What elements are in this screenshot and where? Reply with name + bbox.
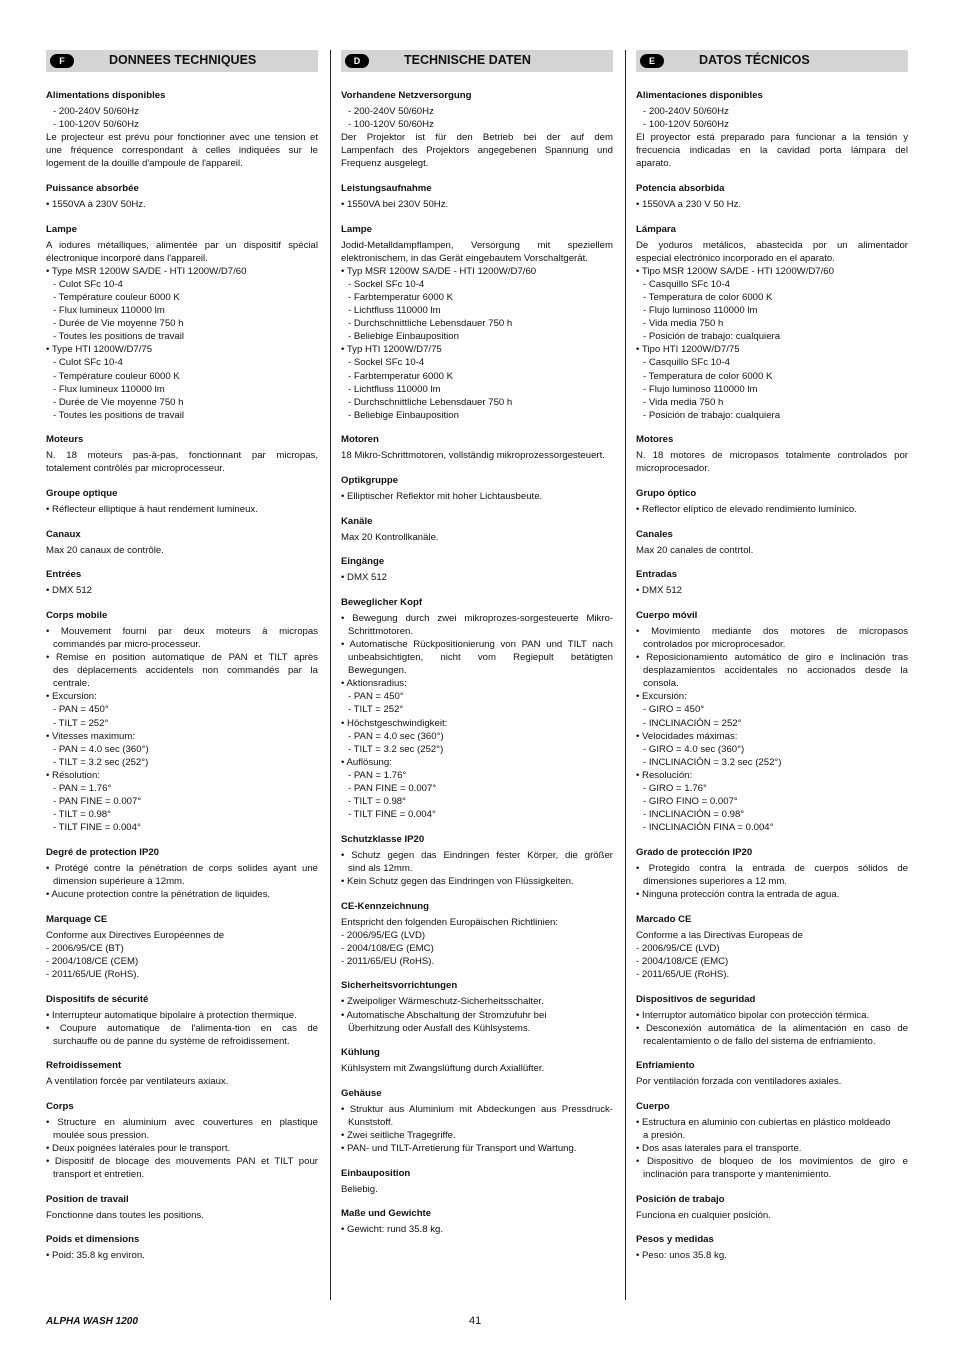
spec-line: • Velocidades máximas: [636, 730, 738, 742]
spec-line: • Tipo HTI 1200W/D7/75 [636, 344, 740, 356]
spec-line: desplazamientos accidentales no accionados desde la [643, 665, 908, 677]
spec-line: • Interruptor automático bipolar con protección térmica. [636, 1009, 870, 1021]
spec-line: - PAN FINE = 0.007° [348, 782, 437, 794]
spec-line: - TILT = 0.98° [53, 809, 111, 821]
spec-section [636, 223, 908, 422]
header-title: TECHNISCHE DATEN [404, 53, 531, 67]
spec-line: - 200-240V 50/60Hz [53, 106, 139, 117]
spec-line: centrale. [53, 678, 90, 690]
spec-section [46, 433, 318, 475]
spec-line: • Automatische Abschaltung der Stromzufuhr bei [341, 1009, 547, 1021]
spec-line: électronique incorporé dans l'appareil. [46, 252, 208, 264]
spec-line: - 2004/108/EG (EMC) [341, 942, 434, 954]
spec-title: Entrées [46, 569, 82, 581]
spec-line: Por ventilación forzada con ventiladores axiales. [636, 1076, 842, 1088]
spec-line: - Durchschnittliche Lebensdauer 750 h [348, 318, 513, 330]
spec-title: Dispositivos de seguridad [636, 993, 756, 1005]
spec-section [636, 913, 908, 981]
spec-line: Conforme aux Directives Européennes de [46, 929, 225, 941]
spec-line: - TILT = 3.2 sec (252°) [348, 743, 444, 755]
spec-section [636, 433, 908, 475]
spec-section [341, 182, 613, 211]
product-name: ALPHA WASH 1200 [46, 1316, 138, 1327]
spec-section [46, 609, 318, 835]
spec-line: A ventilation forcée par ventilateurs axiaux. [46, 1076, 229, 1088]
spec-line: A iodures métalliques, alimentée par un dispositif spécial [46, 239, 318, 251]
spec-line: - TILT FINE = 0.004° [348, 809, 436, 821]
spec-line: • Dispositif de blocage des mouvements PAN et TILT pour [46, 1156, 318, 1168]
spec-section [636, 846, 908, 901]
column-divider-right [625, 50, 626, 1300]
spec-section [46, 487, 318, 516]
spec-line: - Toutes les positions de travail [53, 409, 185, 421]
spec-title: Alimentaciones disponibles [636, 90, 763, 101]
spec-line: • Interrupteur automatique bipolaire à protection thermique. [46, 1009, 297, 1021]
spec-section [46, 846, 318, 901]
spec-section [46, 1193, 318, 1222]
spec-line: • Deux poignées latérales pour le transport. [46, 1143, 231, 1155]
spec-line: - 200-240V 50/60Hz [643, 106, 729, 117]
spec-line: - PAN FINE = 0.007° [53, 796, 142, 808]
spec-line: N. 18 motores de micropasos totalmente controlados por [636, 450, 908, 462]
spec-line: recalentamiento o de fallo del sistema de enfriamiento. [643, 1035, 876, 1047]
spec-title: Marcado CE [636, 913, 692, 925]
spec-line: aparato. [636, 158, 672, 170]
spec-line: • Résolution: [46, 769, 101, 781]
spec-line: - Durée de Vie moyenne 750 h [53, 396, 184, 408]
spec-line: - Flujo luminoso 110000 lm [643, 383, 758, 395]
spec-title: Grado de protección IP20 [636, 846, 753, 858]
spec-line: • Struktur aus Aluminium mit Abdeckungen aus Pressdruck- [341, 1103, 613, 1115]
spec-line: - INCLINACIÓN = 252° [643, 717, 742, 729]
section-header [341, 50, 613, 72]
spec-line: Entspricht den folgenden Europäischen Richtlinien: [341, 916, 559, 928]
spec-line: • Reflector elíptico de elevado rendimiento lumínico. [636, 504, 857, 516]
spec-title: Posición de trabajo [636, 1193, 725, 1205]
spec-line: Schrittmotoren. [348, 625, 414, 637]
spec-line: Conforme a las Directivas Europeas de [636, 929, 803, 941]
spec-line: • Kein Schutz gegen das Eindringen von Flüssigkeiten. [341, 875, 574, 887]
spec-line: • Movimiento mediante dos motores de micropasos [636, 625, 908, 637]
spec-line: - Beliebige Einbauposition [348, 331, 459, 343]
spec-title: Cuerpo móvil [636, 609, 698, 621]
section-header [46, 50, 318, 72]
spec-line: • Réflecteur elliptique à haut rendement lumineux. [46, 504, 258, 516]
spec-section [46, 1233, 318, 1262]
spec-line: - Casquillo SFc 10-4 [643, 278, 730, 290]
spec-line: • DMX 512 [46, 585, 93, 597]
column-divider-left [330, 50, 331, 1300]
spec-section [341, 979, 613, 1034]
page-number: 41 [469, 1315, 482, 1327]
spec-title: Potencia absorbida [636, 182, 725, 194]
spec-line: Max 20 canales de contrtol. [636, 544, 754, 556]
spec-line: - 2011/65/UE (RoHS). [46, 968, 140, 980]
spec-section [341, 1207, 613, 1236]
spec-line: - Sockel SFc 10-4 [348, 357, 425, 369]
spec-line: • Automatische Rückpositionierung von PAN und TILT nach [341, 638, 613, 650]
spec-title: Corps [46, 1100, 74, 1112]
spec-line: dimension supérieure à 12mm. [53, 875, 185, 887]
spec-line: • Desconexión automática de la alimentación en caso de [636, 1022, 908, 1034]
spec-line: - Flujo luminoso 110000 lm [643, 305, 758, 317]
spec-line: - 2011/65/UE (RoHS). [636, 968, 730, 980]
spec-line: frecuencia indicadas en la cavidad porta lámpara del [636, 145, 908, 157]
spec-line: • Mouvement fourni par deux moteurs à micropas [46, 625, 318, 637]
spec-title: Kanäle [341, 515, 373, 527]
spec-title: Lampe [46, 223, 77, 235]
spec-line: - PAN = 1.76° [53, 782, 112, 794]
spec-section [636, 89, 908, 170]
spec-line: • Zweipoliger Wärmeschutz-Sicherheitsschalter. [341, 996, 544, 1008]
spec-line: - PAN = 4.0 sec (360°) [53, 743, 149, 755]
spec-title: Canales [636, 528, 673, 540]
spec-line: • Ninguna protección contra la entrada de agua. [636, 889, 840, 901]
spec-line: - Posición de trabajo: cualquiera [643, 409, 781, 421]
spec-line: - GIRO = 4.0 sec (360°) [643, 743, 745, 755]
spec-line: - Farbtemperatur 6000 K [348, 291, 454, 303]
spec-line: - Durée de Vie moyenne 750 h [53, 318, 184, 330]
spec-line: • Bewegung durch zwei mikroprozes-sorgesteuerte Mikro- [341, 612, 613, 624]
spec-title: Vorhandene Netzversorgung [341, 90, 472, 101]
spec-line: logement de la douille d'ampoule de l'appareil. [46, 158, 243, 170]
spec-line: - Vida media 750 h [643, 318, 724, 330]
spec-line: • DMX 512 [636, 585, 683, 597]
spec-title: Marquage CE [46, 913, 108, 925]
spec-line: Kühlsystem mit Zwangslüftung durch Axiallüfter. [341, 1063, 545, 1075]
spec-line: Max 20 canaux de contrôle. [46, 544, 164, 556]
spec-line: sind als 12mm. [348, 862, 413, 874]
spec-line: - INCLINACIÓN = 0.98° [643, 809, 745, 821]
spec-line: Lampenfach des Projektors angegebenen Spannung und [341, 145, 613, 157]
spec-line: - GIRO FINO = 0.007° [643, 796, 738, 808]
spec-title: Groupe optique [46, 488, 118, 500]
spec-section [636, 1233, 908, 1262]
column-german [341, 50, 613, 1248]
spec-section [341, 1087, 613, 1155]
spec-line: El proyector está preparado para funcionar a la tensión y [636, 132, 908, 144]
spec-line: Überhitzung oder Ausfall des Kühlsystems. [348, 1022, 531, 1034]
spec-title: Sicherheitsvorrichtungen [341, 980, 458, 992]
spec-line: - Temperatura de color 6000 K [643, 370, 773, 382]
spec-line: totalement contrôlés par microprocesseur. [46, 463, 225, 475]
spec-line: - 2006/95/CE (BT) [46, 942, 124, 954]
spec-line: • Zwei seitliche Tragegriffe. [341, 1129, 456, 1141]
spec-title: Enfriamiento [636, 1060, 695, 1072]
spec-line: • Aucune protection contre la pénétration de liquides. [46, 889, 271, 901]
spec-line: - Farbtemperatur 6000 K [348, 370, 454, 382]
spec-line: - Flux lumineux 110000 lm [53, 383, 165, 395]
spec-title: Cuerpo [636, 1100, 670, 1112]
spec-line: 18 Mikro-Schrittmotoren, vollständig mikroprozessorgesteuert. [341, 450, 605, 462]
spec-section [341, 433, 613, 462]
spec-title: Lampe [341, 223, 372, 235]
spec-line: Funciona en cualquier posición. [636, 1209, 771, 1221]
spec-line: - Flux lumineux 110000 lm [53, 305, 165, 317]
spec-line: • Dos asas laterales para el transporte. [636, 1143, 802, 1155]
spec-title: Degré de protection IP20 [46, 846, 160, 858]
spec-line: Kunststoff. [348, 1116, 394, 1128]
spec-line: consola. [643, 678, 679, 690]
spec-line: Fonctionne dans toutes les positions. [46, 1209, 204, 1221]
spec-line: Max 20 Kontrollkanäle. [341, 531, 439, 543]
spec-line: • Type MSR 1200W SA/DE - HTI 1200W/D7/60 [46, 265, 247, 277]
spec-title: Motoren [341, 434, 379, 446]
spec-title: Motores [636, 434, 674, 446]
spec-line: Frequenz ausgelegt. [341, 158, 429, 170]
spec-line: - 2006/95/CE (LVD) [636, 942, 720, 954]
spec-line: - TILT = 3.2 sec (252°) [53, 756, 149, 768]
spec-line: - 2004/108/CE (CEM) [46, 955, 139, 967]
spec-line: - 2011/65/EU (RoHS). [341, 955, 435, 967]
spec-section [46, 528, 318, 557]
spec-title: Einbauposition [341, 1167, 411, 1179]
spec-section [341, 596, 613, 822]
spec-line: a presión. [643, 1129, 686, 1141]
spec-line: microprocesador. [636, 463, 710, 475]
spec-title: Beweglicher Kopf [341, 596, 423, 608]
spec-line: • 1550VA bei 230V 50Hz. [341, 198, 449, 210]
spec-title: Canaux [46, 528, 81, 540]
spec-line: • Tipo MSR 1200W SA/DE - HTI 1200W/D7/60 [636, 265, 834, 277]
spec-line: • Auflösung: [341, 756, 392, 768]
spec-section [341, 474, 613, 503]
spec-section [46, 89, 318, 170]
spec-line: surchauffe ou de panne du système de refroidissement. [53, 1035, 290, 1047]
spec-section [46, 993, 318, 1048]
spec-section [341, 1167, 613, 1196]
spec-title: Pesos y medidas [636, 1234, 714, 1246]
spec-section [341, 833, 613, 888]
spec-section [46, 1100, 318, 1181]
spec-line: - GIRO = 450° [643, 704, 705, 716]
spec-section [636, 487, 908, 516]
spec-line: Bewegungen. [348, 665, 407, 677]
spec-title: Schutzklasse IP20 [341, 833, 425, 845]
language-badge: E [640, 54, 664, 68]
spec-line: • PAN- und TILT-Arretierung für Transport und Wartung. [341, 1143, 577, 1155]
spec-title: Lámpara [636, 223, 676, 235]
spec-line: Le projecteur est prévu pour fonctionner avec une tension et [46, 132, 318, 144]
spec-line: • Elliptischer Reflektor mit hoher Lichtausbeute. [341, 490, 543, 502]
spec-line: - PAN = 450° [348, 691, 404, 703]
spec-line: moulée sous pression. [53, 1129, 149, 1141]
column-spanish [636, 50, 908, 1274]
spec-line: - Sockel SFc 10-4 [348, 278, 425, 290]
spec-line: - 100-120V 50/60Hz [643, 119, 729, 131]
spec-line: - Culot SFc 10-4 [53, 357, 123, 369]
spec-line: • Excursion: [46, 691, 97, 703]
spec-line: - Lichtfluss 110000 lm [348, 383, 441, 395]
spec-line: - Durchschnittliche Lebensdauer 750 h [348, 396, 513, 408]
spec-line: • Excursión: [636, 691, 687, 703]
spec-line: - Toutes les positions de travail [53, 331, 185, 343]
spec-line: - 2004/108/CE (EMC) [636, 955, 729, 967]
spec-line: Jodid-Metalldampflampen, Versorgung mit speziellem [341, 239, 613, 251]
spec-section [46, 1059, 318, 1088]
spec-title: Entradas [636, 569, 678, 581]
spec-line: - 100-120V 50/60Hz [53, 119, 139, 131]
spec-line: • Type HTI 1200W/D7/75 [46, 344, 153, 356]
spec-section [46, 913, 318, 981]
spec-section [636, 528, 908, 557]
spec-title: Kühlung [341, 1047, 380, 1059]
spec-line: dimensiones superiores a 12 mm. [643, 875, 787, 887]
spec-line: • Dispositivo de bloqueo de los movimientos de giro e [636, 1156, 908, 1168]
spec-line: - TILT = 0.98° [348, 796, 406, 808]
header-title: DATOS TÉCNICOS [699, 53, 810, 67]
spec-line: • Höchstgeschwindigkeit: [341, 717, 448, 729]
spec-title: Dispositifs de sécurité [46, 993, 149, 1005]
spec-title: Refroidissement [46, 1060, 122, 1072]
spec-line: especial electrónico incorporado en el aparato. [636, 252, 835, 264]
spec-line: - Posición de trabajo: cualquiera [643, 331, 781, 343]
spec-section [341, 555, 613, 584]
spec-line: inclinación para transporte y mantenimiento. [643, 1169, 832, 1181]
spec-line: - TILT FINE = 0.004° [53, 822, 141, 834]
spec-line: - 2006/95/EG (LVD) [341, 929, 426, 941]
spec-line: • Estructura en aluminio con cubiertas en plástico moldeado [636, 1116, 891, 1128]
spec-line: - Vida media 750 h [643, 396, 724, 408]
spec-line: • DMX 512 [341, 572, 388, 584]
spec-line: • Aktionsradius: [341, 678, 407, 690]
spec-line: - PAN = 450° [53, 704, 109, 716]
spec-line: • Coupure automatique de l'alimenta-tion en cas de [46, 1022, 318, 1034]
spec-section [636, 1059, 908, 1088]
spec-line: • Peso: unos 35.8 kg. [636, 1250, 727, 1262]
spec-line: • Typ MSR 1200W SA/DE - HTI 1200W/D7/60 [341, 265, 537, 277]
spec-line: • Remise en position automatique de PAN et TILT après [46, 652, 318, 664]
spec-section [341, 89, 613, 170]
header-title: DONNEES TECHNIQUES [109, 53, 257, 67]
spec-line: - TILT = 252° [348, 704, 404, 716]
spec-title: Maße und Gewichte [341, 1208, 432, 1220]
spec-line: une fréquence correspondant à celles indiquées sur le [46, 145, 318, 157]
spec-section [636, 568, 908, 597]
spec-line: • Schutz gegen das Eindringen fester Körper, die größer [341, 849, 613, 861]
spec-section [636, 1100, 908, 1181]
spec-line: • Reposicionamiento automático de giro e inclinación tras [636, 652, 908, 664]
spec-line: - INCLINACIÓN = 3.2 sec (252°) [643, 756, 782, 768]
spec-line: - Temperatura de color 6000 K [643, 291, 773, 303]
spec-line: commandés par micro-processeur. [53, 638, 201, 650]
spec-title: Corps mobile [46, 609, 108, 621]
spec-line: • Gewicht: rund 35.8 kg. [341, 1224, 444, 1236]
spec-section [636, 1193, 908, 1222]
spec-line: - 100-120V 50/60Hz [348, 119, 434, 131]
spec-line: - Casquillo SFc 10-4 [643, 357, 730, 369]
spec-line: elektronischem, in das Gerät eingebautem Vorschaltgerät. [341, 252, 588, 264]
spec-section [341, 223, 613, 422]
spec-line: • Typ HTI 1200W/D7/75 [341, 344, 442, 356]
spec-title: Position de travail [46, 1193, 129, 1205]
spec-line: - PAN = 4.0 sec (360°) [348, 730, 444, 742]
column-french [46, 50, 318, 1274]
spec-section [46, 568, 318, 597]
spec-section [636, 609, 908, 835]
spec-title: Alimentations disponibles [46, 90, 166, 101]
spec-line: - TILT = 252° [53, 717, 109, 729]
spec-line: - GIRO = 1.76° [643, 782, 707, 794]
spec-line: - Température couleur 6000 K [53, 291, 180, 303]
spec-line: transport et entretien. [53, 1169, 145, 1181]
spec-section [341, 515, 613, 544]
spec-line: • 1550VA à 230V 50Hz. [46, 198, 146, 210]
spec-line: • Protégé contre la pénétration de corps solides ayant une [46, 862, 318, 874]
spec-section [341, 900, 613, 968]
spec-line: - Culot SFc 10-4 [53, 278, 123, 290]
spec-title: Optikgruppe [341, 474, 399, 486]
spec-title: Moteurs [46, 434, 84, 446]
language-badge: D [345, 54, 369, 68]
spec-line: Der Projektor ist für den Betrieb bei der auf dem [341, 132, 613, 144]
spec-line: - Beliebige Einbauposition [348, 409, 459, 421]
spec-section [46, 182, 318, 211]
spec-section [341, 1046, 613, 1075]
spec-title: CE-Kennzeichnung [341, 900, 429, 912]
spec-line: - PAN = 1.76° [348, 769, 407, 781]
spec-line: unbeabsichtigten, nicht vom Regiepult betätigten [348, 652, 613, 664]
spec-line: - 200-240V 50/60Hz [348, 106, 434, 117]
spec-line: • 1550VA a 230 V 50 Hz. [636, 198, 742, 210]
spec-title: Eingänge [341, 556, 385, 568]
language-badge: F [50, 54, 74, 68]
spec-line: - INCLINACIÓN FINA = 0.004° [643, 822, 774, 834]
spec-line: • Protegido contra la entrada de cuerpos sólidos de [636, 862, 908, 874]
section-header [636, 50, 908, 72]
spec-title: Leistungsaufnahme [341, 182, 432, 194]
spec-section [636, 182, 908, 211]
spec-line: • Resolución: [636, 769, 693, 781]
spec-section [46, 223, 318, 422]
spec-line: controlados por microprocesador. [643, 638, 786, 650]
spec-line: • Vitesses maximum: [46, 730, 136, 742]
spec-title: Gehäuse [341, 1087, 382, 1099]
spec-line: - Température couleur 6000 K [53, 370, 180, 382]
spec-title: Grupo óptico [636, 488, 697, 500]
spec-line: • Structure en aluminium avec couvertures en plastique [46, 1116, 318, 1128]
spec-title: Poids et dimensions [46, 1234, 140, 1246]
spec-title: Puissance absorbée [46, 182, 139, 194]
spec-line: - Lichtfluss 110000 lm [348, 305, 441, 317]
spec-line: De yoduros metálicos, abastecida por un alimentador [636, 239, 908, 251]
spec-line: des déplacements accidentels non commandés par la [53, 665, 318, 677]
spec-line: N. 18 moteurs pas-à-pas, fonctionnant par micropas, [46, 450, 318, 462]
spec-line: • Poid: 35.8 kg environ. [46, 1250, 145, 1262]
spec-section [636, 993, 908, 1048]
spec-line: Beliebig. [341, 1183, 378, 1195]
